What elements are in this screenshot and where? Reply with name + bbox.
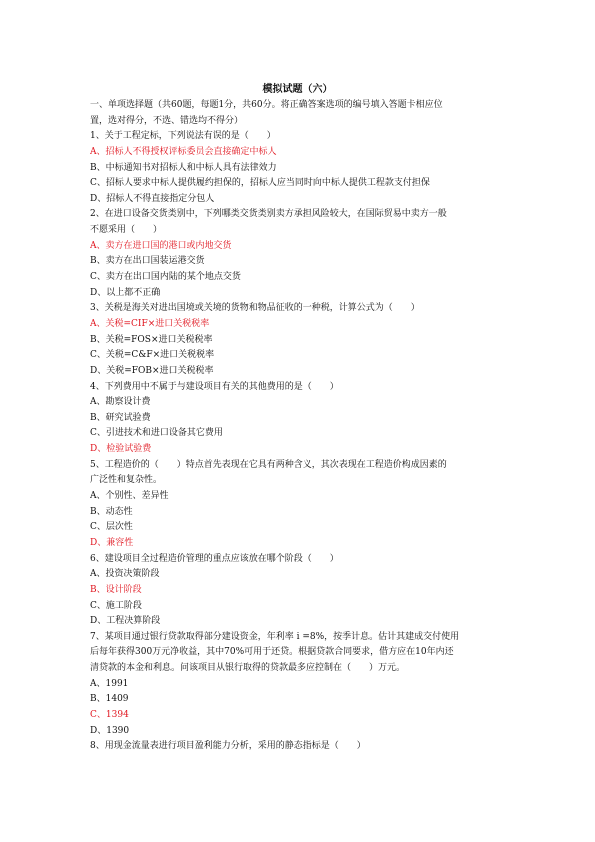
text-line: D、1390 — [90, 725, 130, 736]
text-line: B、动态性 — [90, 506, 133, 517]
text-line: B、关税=FOS×进口关税税率 — [90, 334, 213, 345]
answer-line: C、1394 — [90, 709, 129, 720]
text-line: D、招标人不得直接指定分包人 — [90, 193, 215, 204]
text-line: 不愿采用（ ） — [90, 225, 163, 236]
text-line: 置，选对得分，不选、错选均不得分） — [90, 115, 244, 126]
text-line: 3、关税是海关对进出国境或关境的货物和物品征收的一种税，计算公式为（ ） — [90, 303, 420, 314]
text-line: 2、在进口设备交货类别中，下列哪类交货类别卖方承担风险较大，在国际贸易中卖方一般 — [90, 209, 447, 220]
text-line: A、投资决策阶段 — [90, 569, 160, 580]
text-line: A、勘察设计费 — [90, 397, 151, 408]
text-line: 1、关于工程定标，下列说法有误的是（ ） — [90, 131, 276, 142]
text-line: C、卖方在出口国内陆的某个地点交货 — [90, 272, 241, 283]
text-line: 后每年获得300万元净收益，其中70%可用于还贷。根据贷款合同要求，借方应在10年内还 — [90, 647, 454, 658]
text-line: 4、下列费用中不属于与建设项目有关的其他费用的是（ ） — [90, 381, 339, 392]
text-line: 7、某项目通过银行贷款取得部分建设资金，年利率 i =8%，按季计息。估计其建成交付使用 — [90, 631, 460, 642]
text-line: 5、工程造价的（ ）特点首先表现在它具有两种含义，其次表现在工程造价构成因素的 — [90, 459, 447, 470]
text-line: 6、建设项目全过程造价管理的重点应该放在哪个阶段（ ） — [90, 553, 339, 564]
text-line: C、招标人要求中标人提供履约担保的，招标人应当同时向中标人提供工程款支付担保 — [90, 178, 430, 189]
answer-line: A、关税=CIF×进口关税税率 — [90, 318, 210, 329]
text-line: 一、单项选择题（共60题，每题1分，共60分。将正确答案选项的编号填入答题卡相应位 — [90, 100, 443, 110]
text-line: B、研究试验费 — [90, 412, 151, 423]
text-line: D、以上都不正确 — [90, 287, 161, 298]
text-line: 广泛性和复杂性。 — [90, 475, 163, 486]
answer-line: B、设计阶段 — [90, 584, 142, 595]
text-line: C、引进技术和进口设备其它费用 — [90, 428, 223, 439]
answer-line: A、招标人不得授权评标委员会直接确定中标人 — [90, 146, 277, 157]
text-line: C、关税=C&F×进口关税税率 — [90, 350, 215, 361]
page-title: 模拟试题（六） — [262, 84, 333, 95]
text-line: B、卖方在出口国装运港交货 — [90, 256, 205, 267]
text-line: D、关税=FOB×进口关税税率 — [90, 365, 214, 376]
text-line: D、工程决算阶段 — [90, 616, 161, 627]
answer-line: A、卖方在进口国的港口或内地交货 — [90, 240, 232, 251]
text-line: A、1991 — [90, 678, 129, 689]
text-line: B、1409 — [90, 694, 129, 705]
text-line: B、中标通知书对招标人和中标人具有法律效力 — [90, 162, 277, 173]
answer-line: D、检验试验费 — [90, 444, 152, 455]
text-line: 8、用现金流量表进行项目盈利能力分析，采用的静态指标是（ ） — [90, 741, 366, 752]
question-content — [90, 98, 508, 755]
text-line: 清贷款的本金和利息。问该项目从银行取得的贷款最多应控制在（ ）万元。 — [90, 663, 406, 674]
answer-line: D、兼容性 — [90, 537, 134, 548]
text-line: C、施工阶段 — [90, 600, 142, 611]
text-line: A、个别性、差异性 — [90, 491, 169, 502]
text-line: C、层次性 — [90, 522, 133, 533]
